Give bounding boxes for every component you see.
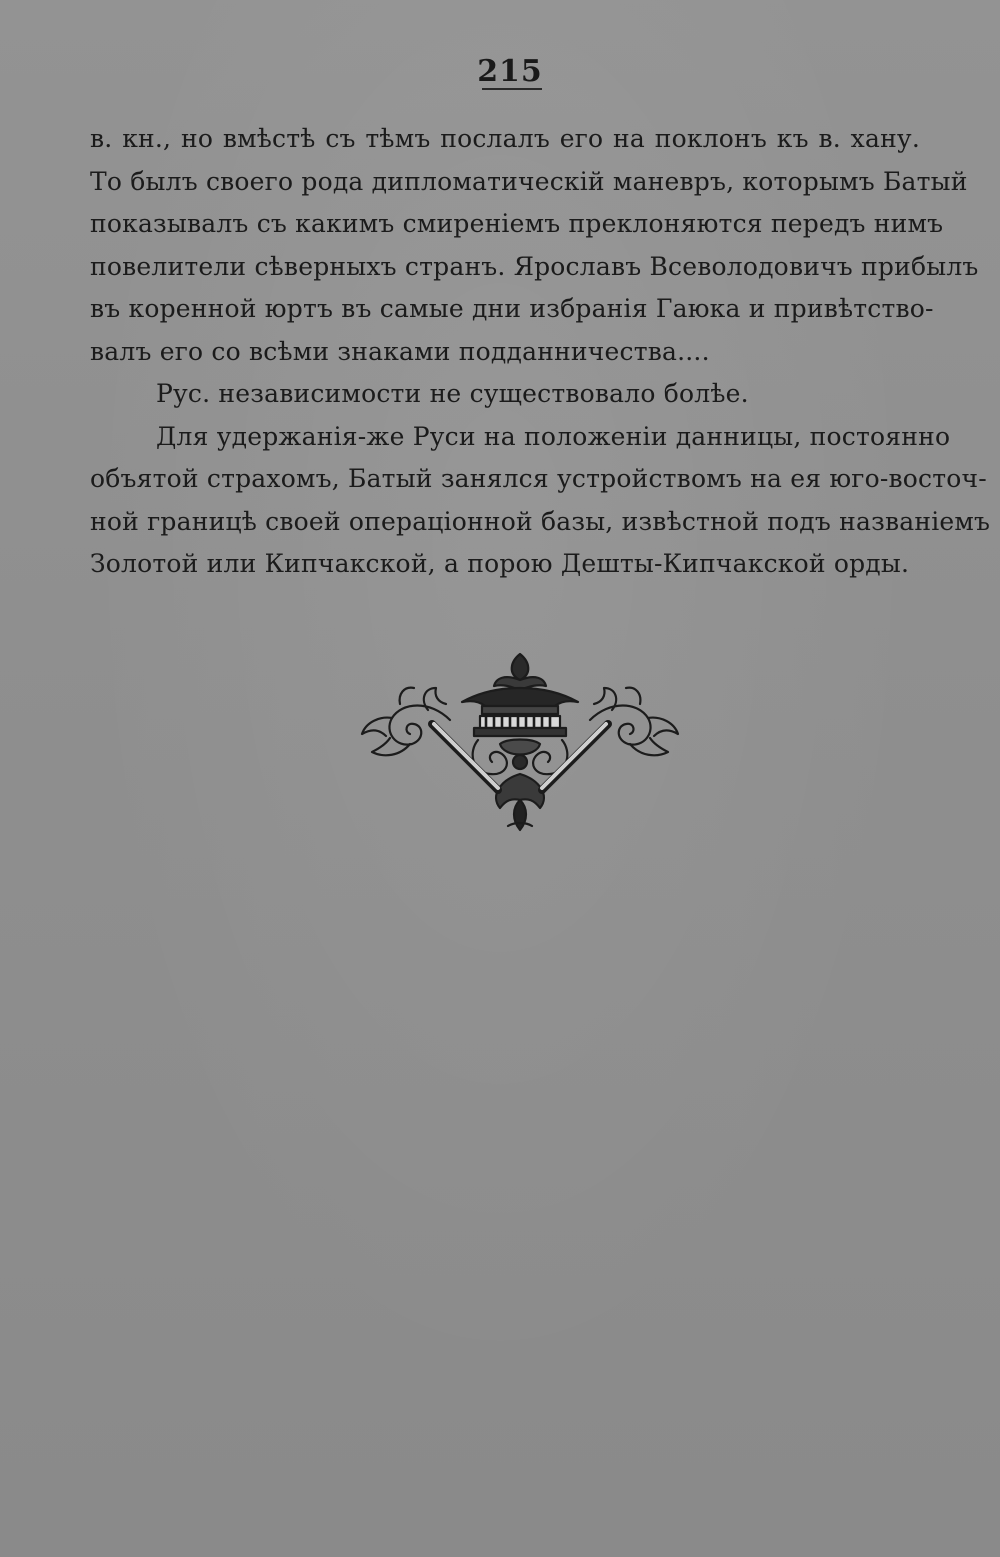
page-number-rule [482, 88, 542, 90]
text-line: в. кн., но вмѣстѣ съ тѣмъ послалъ его на поклонъ къ в. хану. [90, 124, 920, 153]
text-line: объятой страхомъ, Батый занялся устройствомъ на ея юго-восточ- [90, 464, 987, 493]
text-line: показывалъ съ какимъ смиреніемъ преклоняются передъ нимъ [90, 209, 944, 238]
paragraph-1 [90, 118, 979, 373]
text-line: Рус. независимости не существовало болѣе. [156, 379, 749, 408]
text-line: валъ его со всѣми знаками подданничества.... [90, 336, 710, 366]
text-line: ной границѣ своей операціонной базы, извѣстной подъ названіемъ [90, 506, 991, 536]
paragraph-2 [90, 373, 920, 416]
text-line: Для удержанія-же Руси на положеніи данницы, постоянно [156, 421, 951, 451]
text-line: въ коренной юртъ въ самые дни избранія Гаюка и привѣтство- [90, 294, 934, 323]
text-line: Золотой или Кипчакской, а порою Дешты-Кипчакской орды. [90, 549, 910, 578]
page-number: 215 [477, 54, 543, 89]
printers-ornament-icon [350, 640, 690, 840]
text-line: То былъ своего рода дипломатическій маневръ, которымъ Батый [90, 166, 968, 196]
body-text [90, 118, 991, 586]
paragraph-3 [90, 416, 991, 586]
text-line: повелители сѣверныхъ странъ. Ярославъ Всеволодовичъ прибылъ [90, 251, 979, 281]
